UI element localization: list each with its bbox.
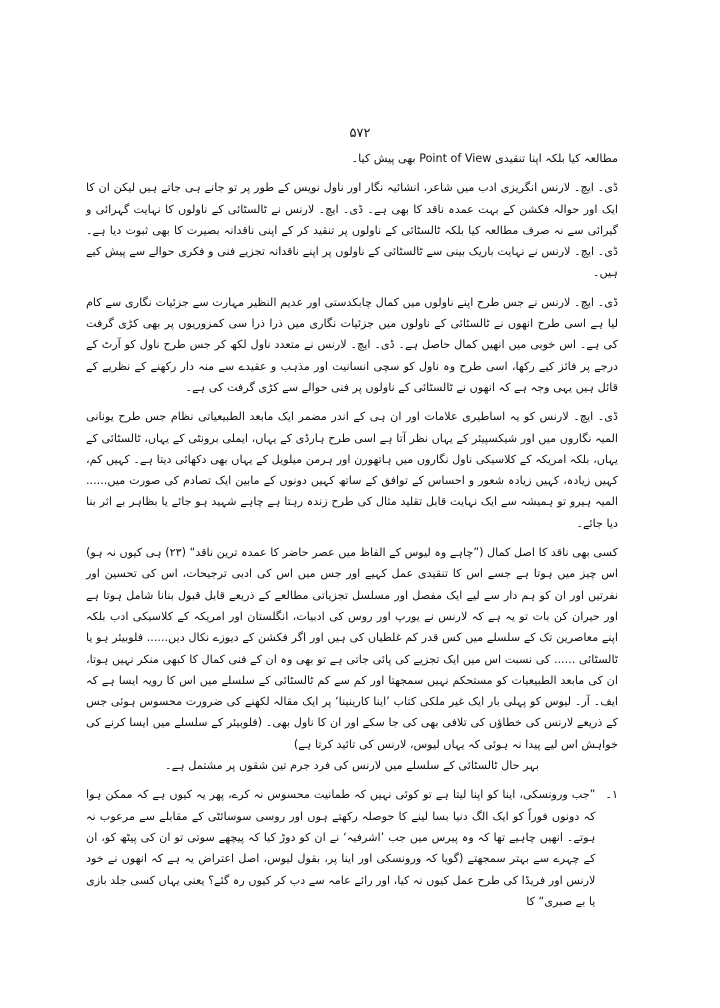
list-item (86, 784, 618, 912)
paragraph: کسی بھی ناقد کا اصل کمال (”چاہے وہ لیوس کے الفاظ میں عصر حاضر کا عمدہ ترین ناقد“ (۲۳) ہی کیوں نہ ہو) اس چیز میں ہوتا ہے جسے اس کا تنقیدی عمل کہیے اور جس میں اس کی ادبی ترجیحات، اس کی تحسین اور نفرتیں اور ان کو ہم دار سے لیے ایک مفصل اور مسلسل تجزیاتی مطالعے کے ذریعے قابل قبول بنانا شامل ہوتا ہے اور حیران کن بات تو یہ ہے کہ لارنس نے یورپ اور روس کی ادبیات، انگلستان اور امریکہ کے کلاسیکی ادب بلکہ اپنے معاصرین تک کے سلسلے میں کس قدر کم غلطیاں کی ہیں اور اگر فکشن کے دیوزے نکال دیں...... فلوبیئر ہو یا ٹالسٹائی ...... کی نسبت اس میں ایک تجزیے کی پائی جاتی ہے تو بھی وہ ان کے فنی کمال کا کبھی منکر نہیں ہوتا، ان کی مابعد الطبیعیات کو مستحکم نہیں سمجھتا اور کم سے کم ٹالسٹائی کے سلسلے میں اس کا رویہ ایسا ہے کہ ایف۔ آر۔ لیوس کو پہلی بار ایک غیر ملکی کتاب ’اینا کارینینا‘ پر ایک مقالہ لکھنے کی ضرورت محسوس ہوئی جس کے ذریعے لارنس کی خطاؤں کی تلافی بھی کی جا سکے اور ان کا ناول بھی۔ (فلوبیئر کے سلسلے میں ایسا کرنے کی خواہش اس لیے پیدا نہ ہوئی کہ یہاں لیوس، لارنس کی تائید کرتا ہے) (86, 546, 618, 751)
paragraph: مطالعہ کیا بلکہ اپنا تنقیدی Point of View بھی پیش کیا۔ (351, 152, 618, 165)
paragraph: ڈی۔ ایچ۔ لارنس انگریزی ادب میں شاعر، انشائیہ نگار اور ناول نویس کے طور پر تو جانے ہی جاتے ہیں لیکن ان کا ایک اور حوالہ فکشن کے بہت عمدہ ناقد کا بھی ہے۔ ڈی۔ ایچ۔ لارنس نے ٹالسٹائی کے ناولوں کا نہایت گہرائی و گیرائی سے نہ صرف مطالعہ کیا بلکہ ٹالسٹائی کے ناولوں پر تنقید کر کے اپنی ناقدانہ بصیرت کا بھی ثبوت دیا ہے۔ ڈی۔ ایچ۔ لارنس نے نہایت باریک بینی سے ٹالسٹائی کے ناولوں پر اپنے ناقدانہ تجزیے فنی و فکری حوالے سے پیش کیے ہیں۔ (86, 181, 618, 280)
page-number: ۵۷۲ (349, 126, 371, 141)
paragraph: بہر حال ٹالسٹائی کے سلسلے میں لارنس کی فرد جرم تین شقوں پر مشتمل ہے۔ (165, 759, 539, 773)
paragraph: ڈی۔ ایچ۔ لارنس کو یہ اساطیری علامات اور ان ہی کے اندر مضمر ایک مابعد الطبیعیاتی نظام جس طرح یونانی المیہ نگاروں میں اور شیکسپیئر کے یہاں نظر آتا ہے اسی طرح ہارڈی کے یہاں، ایملی برونٹی کے یہاں، ٹالسٹائی کے یہاں، بلکہ امریکہ کے کلاسیکی ناول نگاروں میں ہاتھورن اور ہرمن میلویل کے یہاں بھی دکھائی دیتا ہے۔ کہیں کم، کہیں زیادہ، کہیں زیادہ شعور و احساس کے توافق کے ساتھ کہیں دونوں کے مابین ایک تصادم کی صورت میں...... المیہ ہیرو تو ہمیشہ سے ایک نہایت قابل تقلید مثال کی طرح زندہ رہتا ہے چاہے شہید ہو جائے یا بظاہر بے اثر بنا دیا جائے۔ (86, 410, 618, 530)
body-text (86, 148, 618, 912)
paragraph: ڈی۔ ایچ۔ لارنس نے جس طرح اپنے ناولوں میں کمال چابکدستی اور عدیم النظیر مہارت سے جزئیات نگاری سے کام لیا ہے اسی طرح انھوں نے ٹالسٹائی کے ناولوں میں جزئیات نگاری میں ذرا ذرا سی کمزوریوں پر بھی کڑی گرفت کی ہے۔ اس خوبی میں انھیں کمال حاصل ہے۔ ڈی۔ ایچ۔ لارنس نے متعدد ناول لکھ کر جس طرح ناول کو آرٹ کے درجے پر فائز کیے رکھا، اسی طرح وہ ناول کو سچی انسانیت اور مذہب و عقیدے سے منہ دار رکھنے کے نظریے کے قائل ہیں یہی وجہ ہے کہ انھوں نے ٹالسٹائی کے ناولوں پر فنی حوالے سے کڑی گرفت کی ہے۔ (86, 295, 618, 394)
list-item-number: ۱۔ (605, 788, 618, 802)
list-item-text: ”جب ورونسکی، اینا کو اپنا لیتا ہے تو کوئی نہیں کہ طمانیت محسوس نہ کرے، پھر یہ کیوں ہے کہ ممکن ہوا کہ دونوں فوراً کو ایک الگ دنیا بسا لینے کا حوصلہ رکھتے ہوں اور روسی سوسائٹی کے مقابلے سے مرعوب نہ ہوتے۔ انھیں چاہیے تھا کہ وہ پیرس میں جب ’اشرفیہ‘ نے ان کو دوڑ کیا کہ پیچھے سوتی تو ان کی پیٹھ کو، ان کے چہرے سے بہتر سمجھتے (گویا کہ ورونسکی اور اینا پر، بقول لیوس، اصل اعتراض یہ ہے کہ انھوں نے خود لارنس اور فریڈا کی طرح عمل کیوں نہ کیا، اور رائے عامہ سے دب کر کیوں رہ گئے؟ یعنی یہاں کسی جلد بازی یا بے صبری“ کا (86, 788, 596, 908)
